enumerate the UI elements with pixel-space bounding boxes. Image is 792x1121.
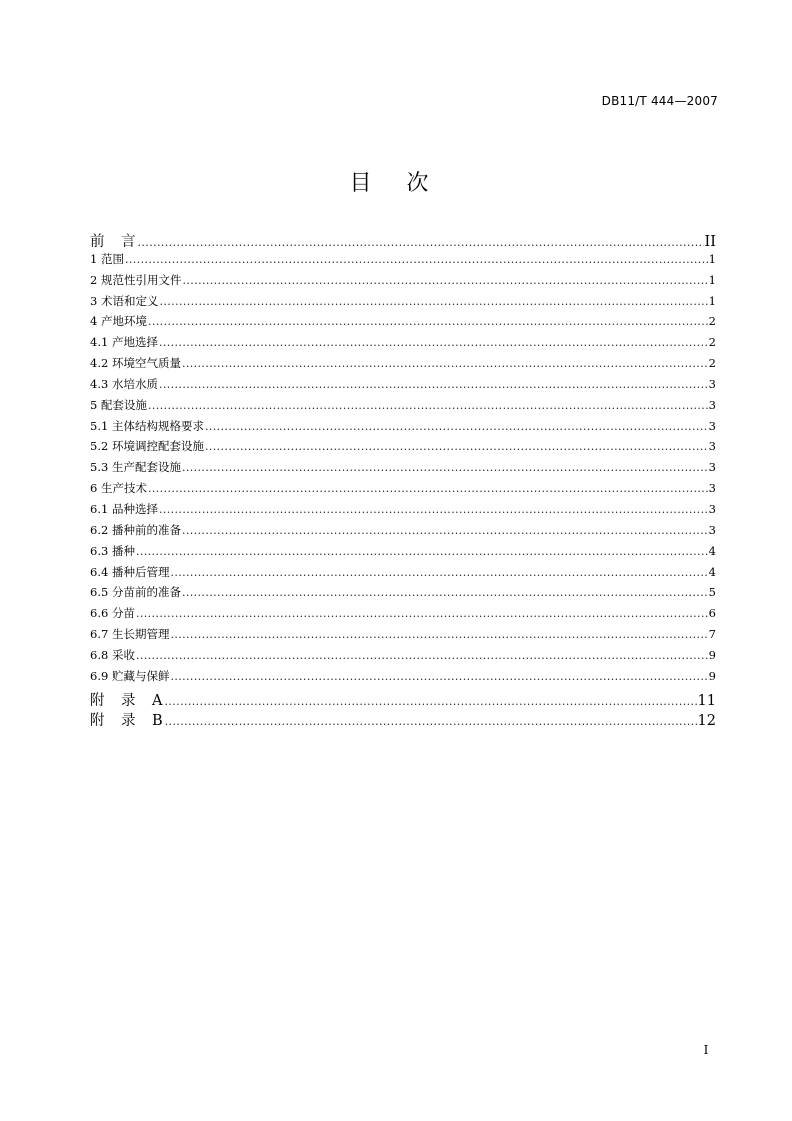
toc-entry[interactable] [90,230,716,251]
dot-leader [148,399,708,412]
dot-leader [182,274,707,287]
page-title: 目 次 [349,171,443,196]
toc-entry[interactable] [90,501,716,522]
toc-entry-page: 11 [697,692,716,709]
toc-entry-page: II [704,234,716,250]
toc-entry-page: 3 [708,522,716,537]
toc-entry-label: 6.3 播种 [90,543,135,558]
toc-entry[interactable] [90,313,716,334]
dot-leader [148,482,708,495]
toc-entry-page: 2 [708,335,716,350]
toc-entry-label: 6.5 分苗前的准备 [90,585,181,600]
dot-leader [182,357,708,370]
toc-entry[interactable] [90,605,716,626]
toc-entry[interactable] [90,522,716,543]
toc-entry-page: 9 [708,668,716,683]
toc-entry-page: 9 [708,647,716,662]
toc-entry-label: 6 生产技术 [90,481,147,496]
toc-entry-label: 5 配套设施 [90,397,147,412]
toc-entry-page: 2 [708,314,716,329]
toc-entry-page: 3 [708,439,716,454]
page-number-text: I [703,1043,709,1057]
toc-entry-label: 6.1 品种选择 [90,501,158,516]
dot-leader [170,566,707,579]
dot-leader [182,586,708,599]
dot-leader [136,649,708,662]
dot-leader [125,253,708,266]
toc-entry-page: 7 [708,627,716,642]
dot-leader [182,524,708,537]
dot-leader [159,295,707,308]
toc-entry-page: 1 [708,272,716,287]
dot-leader [159,378,708,391]
toc-entry-page: 3 [708,376,716,391]
toc-entry[interactable] [90,376,716,397]
toc-entry-label: 6.7 生长期管理 [90,627,170,642]
dot-leader [136,545,708,558]
dot-leader [148,315,708,328]
toc-entry-page: 1 [708,251,716,266]
toc-entry[interactable] [90,272,716,293]
toc-entry-page: 4 [708,564,716,579]
toc-entry-page: 5 [708,585,716,600]
page-number [0,1043,792,1057]
toc-entry-page: 3 [708,501,716,516]
toc-entry[interactable] [90,438,716,459]
toc-entry[interactable] [90,293,716,314]
toc-entry[interactable] [90,689,716,710]
toc-entry-label: 1 范围 [90,251,124,266]
toc-entry-label: 6.8 采收 [90,647,135,662]
toc-entry[interactable] [90,418,716,439]
toc-entry[interactable] [90,480,716,501]
toc-entry[interactable] [90,334,716,355]
toc-entry-label: 6.4 播种后管理 [90,564,170,579]
dot-leader [170,628,707,641]
dot-leader [159,336,708,349]
toc-entry-label: 附 录 B [90,713,164,730]
toc-entry-label: 附 录 A [90,692,164,709]
dot-leader [165,715,697,728]
toc-entry-page: 4 [708,543,716,558]
dot-leader [182,461,708,474]
toc-entry-label: 3 术语和定义 [90,293,159,308]
toc-entry[interactable] [90,709,716,730]
toc-entry[interactable] [90,543,716,564]
toc-entry[interactable] [90,668,716,689]
toc-entry-page: 3 [708,397,716,412]
dot-leader [136,607,708,620]
toc-entry[interactable] [90,584,716,605]
toc-entry-page: 3 [708,460,716,475]
toc-entry-page: 3 [708,481,716,496]
toc-entry-label: 6.2 播种前的准备 [90,522,181,537]
toc-entry-label: 4.1 产地选择 [90,335,158,350]
toc-entry-label: 2 规范性引用文件 [90,272,182,287]
toc-entry-page: 6 [708,606,716,621]
toc-entry[interactable] [90,647,716,668]
toc-entry-label: 5.3 生产配套设施 [90,460,181,475]
dot-leader [205,440,708,453]
toc-entry-page: 2 [708,356,716,371]
toc-entry-label: 5.1 主体结构规格要求 [90,418,204,433]
toc-entry-label: 前 言 [90,234,137,250]
toc-entry-page: 1 [708,293,716,308]
toc-entry-label: 6.9 贮藏与保鲜 [90,668,170,683]
toc-entry-page: 12 [697,713,716,730]
toc-entry-label: 5.2 环境调控配套设施 [90,439,204,454]
toc-entry[interactable] [90,397,716,418]
toc-entry-label: 6.6 分苗 [90,606,135,621]
toc-entry[interactable] [90,564,716,585]
document-code: DB11/T 444—2007 [601,94,718,108]
dot-leader [164,695,696,708]
toc-entry-label: 4.2 环境空气质量 [90,356,181,371]
toc-entry[interactable] [90,355,716,376]
dot-leader [138,236,704,249]
toc-entry-label: 4.3 水培水质 [90,376,158,391]
toc-entry[interactable] [90,251,716,272]
toc-entry-page: 3 [708,418,716,433]
dot-leader [170,670,707,683]
table-of-contents [90,230,716,730]
toc-entry-label: 4 产地环境 [90,314,147,329]
toc-entry[interactable] [90,626,716,647]
toc-entry[interactable] [90,459,716,480]
dot-leader [159,503,708,516]
dot-leader [205,420,708,433]
